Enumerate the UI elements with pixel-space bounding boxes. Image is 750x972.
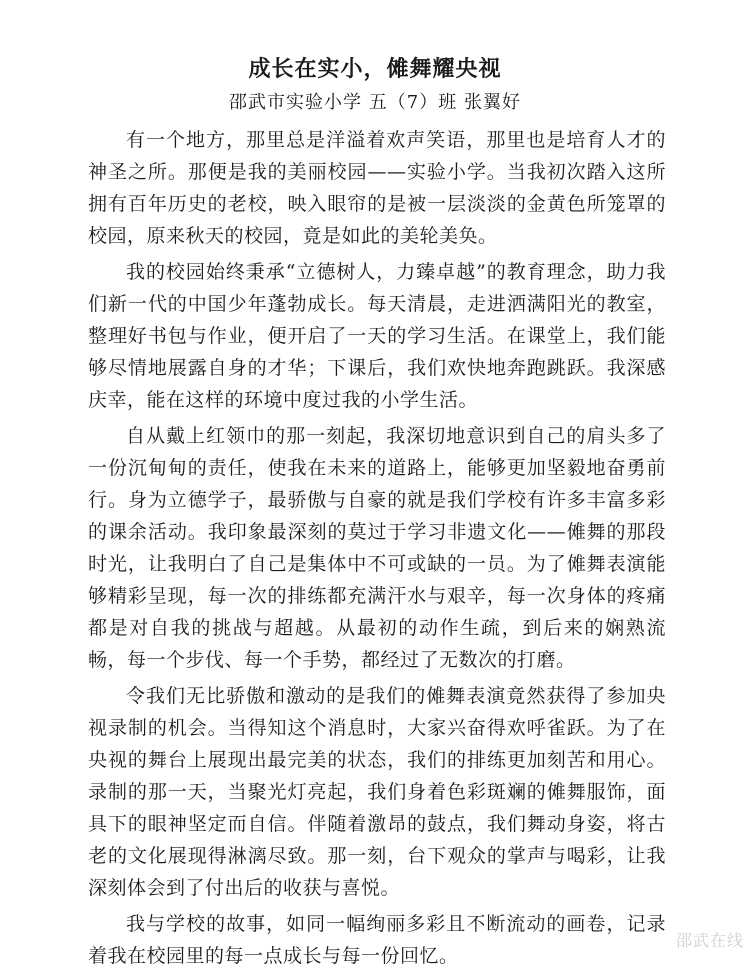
paragraph: 我与学校的故事，如同一幅绚丽多彩且不断流动的画卷，记录着我在校园里的每一点成长与每一份回忆。 xyxy=(88,913,666,967)
article-byline: 邵武市实验小学 五（7）班 张翼好 xyxy=(229,92,521,113)
paragraph: 自从戴上红领巾的那一刻起，我深切地意识到自己的肩头多了一份沉甸甸的责任，使我在未来的道路上，能够更加坚毅地奋勇前行。身为立德学子，最骄傲与自豪的就是我们学校有许多丰富多彩的课余活动。我印象最深刻的莫过于学习非遗文化——傩舞的那段时光，让我明白了自己是集体中不可或缺的一员。为了傩舞表演能够精彩呈现，每一次的排练都充满汗水与艰辛，每一次身体的疼痛都是对自我的挑战与超越。从最初的动作生疏，到后来的娴熟流畅，每一个步伐、每一个手势，都经过了无数次的打磨。 xyxy=(88,425,666,671)
article-body xyxy=(88,124,666,972)
paragraph: 有一个地方，那里总是洋溢着欢声笑语，那里也是培育人才的神圣之所。那便是我的美丽校园——实验小学。当我初次踏入这所拥有百年历史的老校，映入眼帘的是被一层淡淡的金黄色所笼罩的校园，原来秋天的校园，竟是如此的美轮美奂。 xyxy=(88,129,666,247)
paragraph: 令我们无比骄傲和激动的是我们的傩舞表演竟然获得了参加央视录制的机会。当得知这个消息时，大家兴奋得欢呼雀跃。为了在央视的舞台上展现出最完美的状态，我们的排练更加刻苦和用心。录制的那一天，当聚光灯亮起，我们身着色彩斑斓的傩舞服饰，面具下的眼神坚定而自信。伴随着激昂的鼓点，我们舞动身姿，将古老的文化展现得淋漓尽致。那一刻，台下观众的掌声与喝彩，让我深刻体会到了付出后的收获与喜悦。 xyxy=(88,685,666,899)
paragraph: 我的校园始终秉承“立德树人，力臻卓越”的教育理念，助力我们新一代的中国少年蓬勃成长。每天清晨，走进洒满阳光的教室，整理好书包与作业，便开启了一天的学习生活。在课堂上，我们能够尽情地展露自身的才华；下课后，我们欢快地奔跑跳跃。我深感庆幸，能在这样的环境中度过我的小学生活。 xyxy=(88,261,666,411)
article-title: 成长在实小，傩舞耀央视 xyxy=(248,57,502,82)
watermark: 邵武在线 xyxy=(675,931,744,950)
